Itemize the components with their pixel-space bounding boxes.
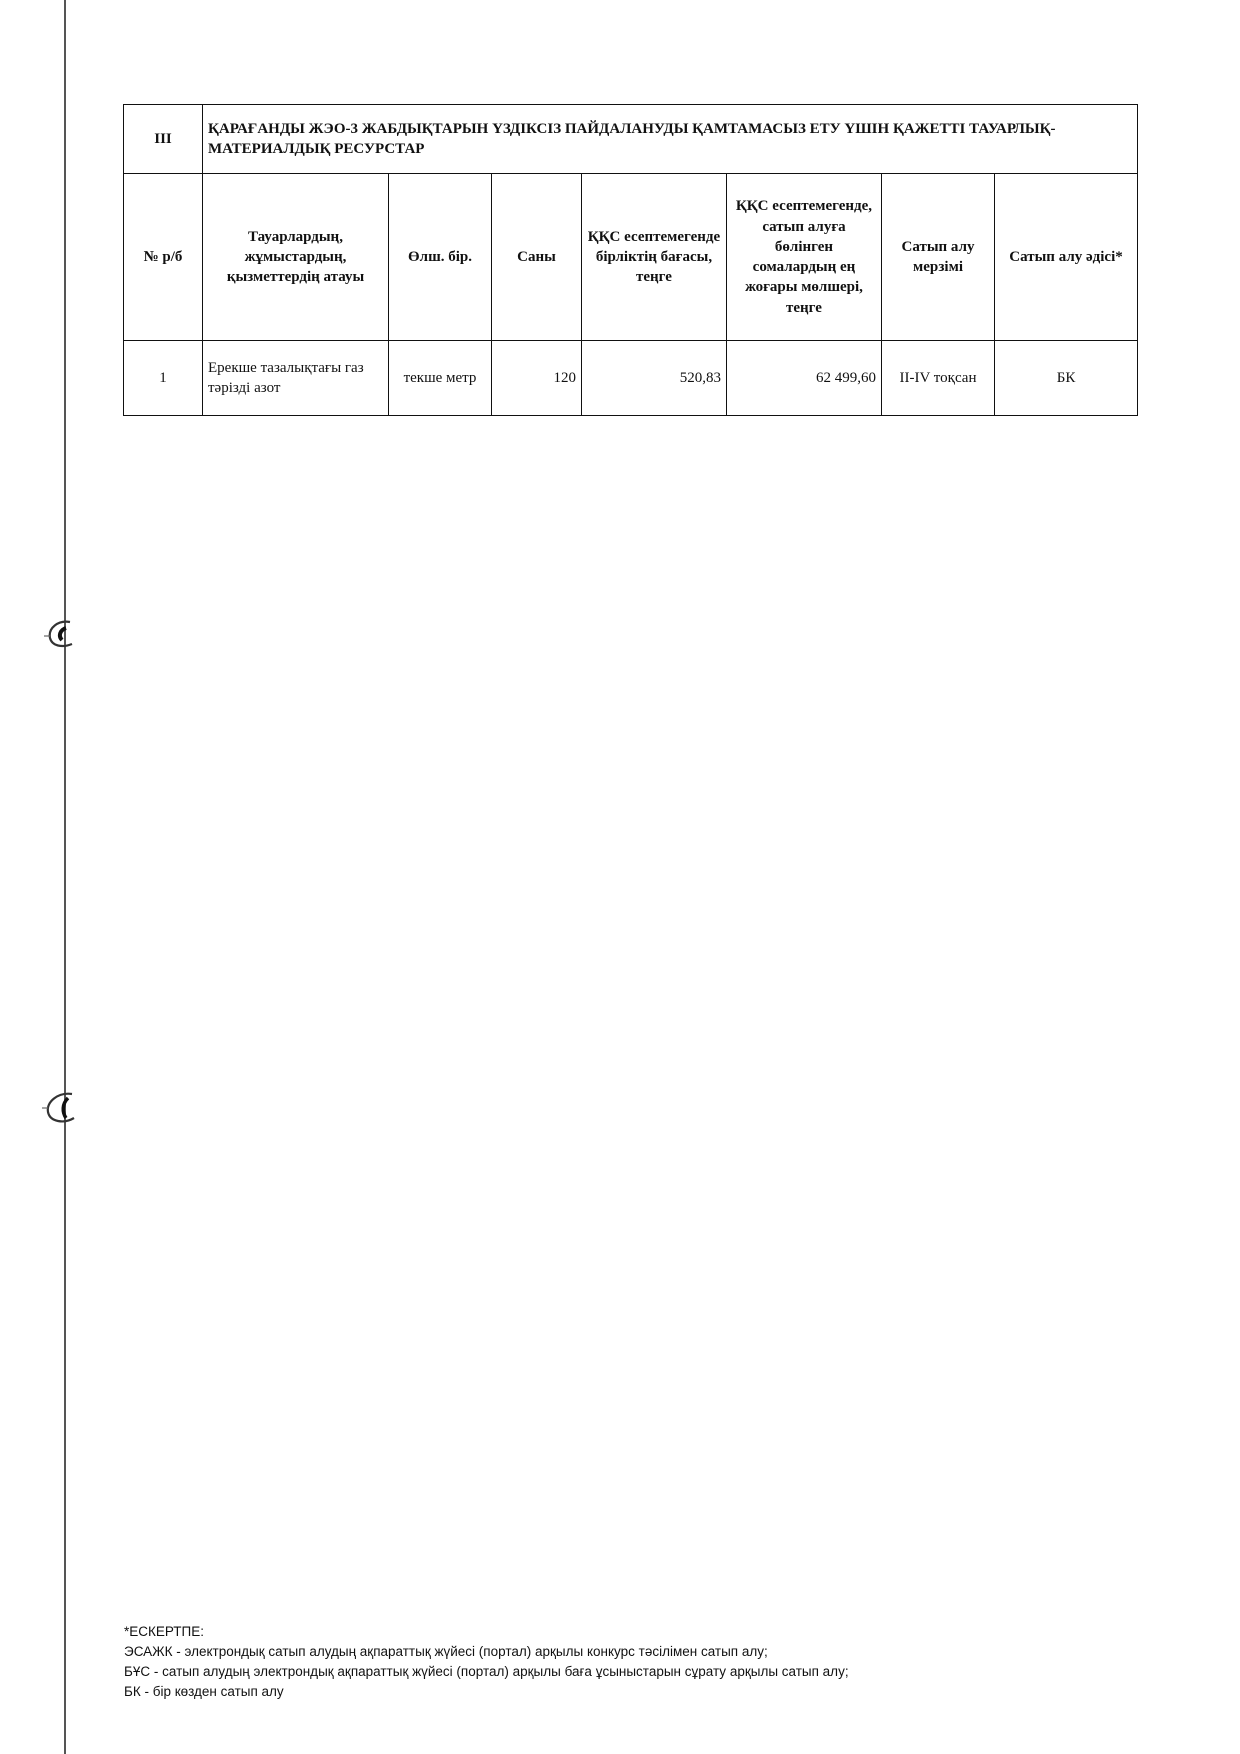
section-number: III: [124, 105, 203, 174]
column-header-period: Сатып алу мерзімі: [882, 174, 995, 341]
column-header-method: Сатып алу әдісі*: [995, 174, 1138, 341]
column-header-row: [124, 174, 1138, 341]
cell-unit-price: 520,83: [582, 341, 727, 416]
column-header-unit-price: ҚҚС есептемегенде бірліктің бағасы, теңге: [582, 174, 727, 341]
cell-quantity: 120: [492, 341, 582, 416]
punch-hole-mark: [40, 616, 84, 652]
section-title: ҚАРАҒАНДЫ ЖЭО-3 ЖАБДЫҚТАРЫН ҮЗДІКСІЗ ПАЙДАЛАНУДЫ ҚАМТАМАСЫЗ ЕТУ ҮШІН ҚАЖЕТТІ ТАУАРЛЫҚ-МАТЕРИАЛДЫҚ РЕСУРСТАР: [203, 105, 1138, 174]
punch-hole-mark: [40, 1090, 84, 1126]
column-header-unit: Өлш. бір.: [389, 174, 492, 341]
column-header-name: Тауарлардың, жұмыстардың, қызметтердің атауы: [203, 174, 389, 341]
table-row: [124, 341, 1138, 416]
section-header-row: [124, 105, 1138, 174]
resources-table: [123, 104, 1138, 416]
column-header-number: № р/б: [124, 174, 203, 341]
cell-max-amount: 62 499,60: [727, 341, 882, 416]
column-header-max-amount: ҚҚС есептемегенде, сатып алуға бөлінген сомалардың ең жоғары мөлшері, теңге: [727, 174, 882, 341]
footnote-line: БК - бір көзден сатып алу: [124, 1684, 284, 1699]
cell-name: Ерекше тазалықтағы газ тәрізді азот: [203, 341, 389, 416]
cell-method: БК: [995, 341, 1138, 416]
binding-margin-line: [64, 0, 66, 1754]
footnote-heading: *ЕСКЕРТПЕ:: [124, 1624, 204, 1639]
cell-unit: текше метр: [389, 341, 492, 416]
column-header-quantity: Саны: [492, 174, 582, 341]
footnote-line: БҰС - сатып алудың электрондық ақпараттық жүйесі (портал) арқылы баға ұсыныстарын сұрату арқылы сатып алу;: [124, 1664, 849, 1679]
cell-period: II-IV тоқсан: [882, 341, 995, 416]
footnote-line: ЭСАЖК - электрондық сатып алудың ақпараттық жүйесі (портал) арқылы конкурс тәсілімен сатып алу;: [124, 1644, 768, 1659]
footnotes: [124, 1622, 1124, 1702]
cell-number: 1: [124, 341, 203, 416]
